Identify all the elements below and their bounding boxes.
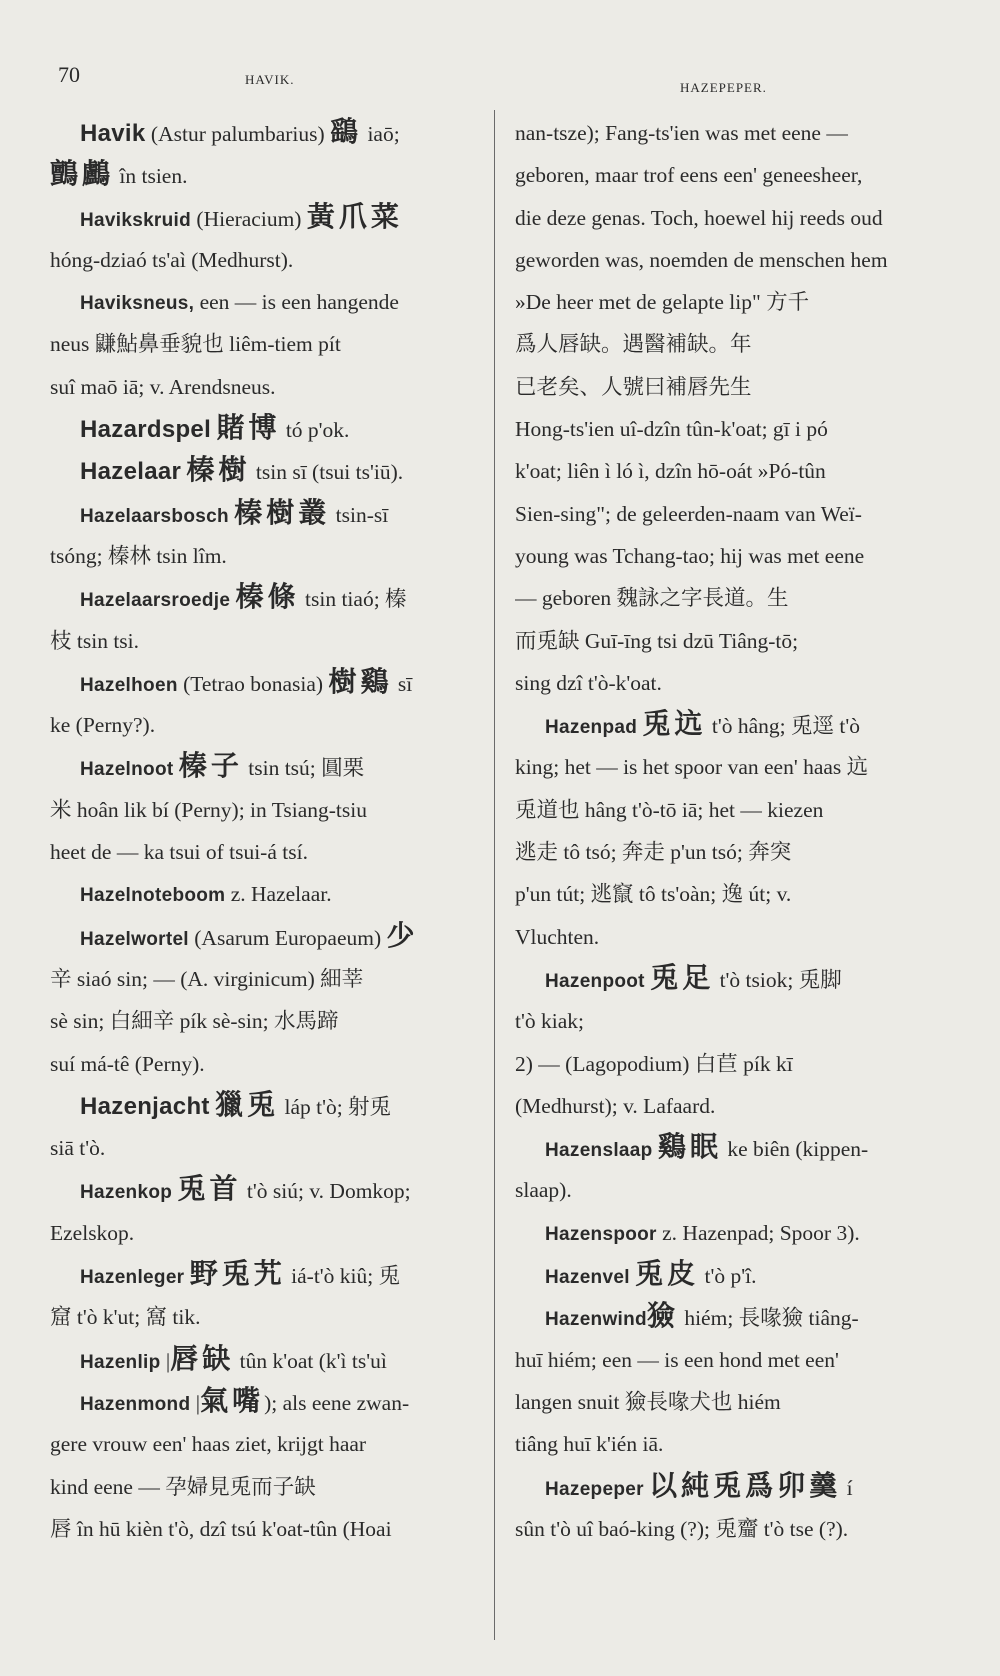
continuation-line (50, 1000, 495, 1042)
page-number: 70 (58, 62, 80, 87)
entry-text: tsóng; 榛林 tsin lîm. (50, 543, 227, 568)
dictionary-entry-line (50, 746, 495, 788)
headword: Hazenpad (545, 717, 638, 739)
entry-text: sè sin; 白細辛 pík sè-sin; 水馬蹄 (50, 1009, 339, 1034)
continuation-line (50, 1043, 495, 1085)
headword: Hazelaar (80, 458, 182, 486)
entry-text: láp t'ò; 射兎 (279, 1094, 392, 1119)
continuation-line (515, 662, 955, 704)
continuation-line (515, 831, 955, 873)
entry-text: | (190, 1390, 201, 1415)
chinese-characters: 以純兎爲卯羹 (649, 1470, 842, 1502)
entry-text: gere vrouw een' haas ziet, krijgt haar (50, 1432, 367, 1457)
headword: Hazelaarsbosch (80, 505, 229, 527)
headword: Hazenvel (545, 1267, 630, 1289)
continuation-line (515, 620, 955, 662)
dictionary-entry-line (515, 958, 955, 1000)
entry-text: heet de — ka tsui of tsui-á tsí. (50, 840, 308, 865)
chinese-characters: 榛樹叢 (234, 497, 331, 529)
right-column (515, 112, 955, 1550)
entry-text: t'ò p'î. (699, 1264, 757, 1289)
headword: Hazelhoen (80, 674, 178, 696)
entry-text: (Asarum Europaeum) (188, 925, 387, 950)
entry-text: 逃走 tô tsó; 奔走 p'un tsó; 奔突 (515, 840, 792, 865)
entry-text: iaō; (362, 122, 400, 146)
chinese-characters: 兎迒 (642, 709, 707, 741)
chinese-characters: 榛子 (178, 751, 243, 783)
chinese-characters: 氣嘴 (200, 1385, 265, 1417)
dictionary-entry-line (515, 1127, 955, 1169)
entry-text: tsin-sī (330, 502, 389, 527)
entry-text: neus 鼸鮎鼻垂貌也 liêm-tiem pít (50, 332, 341, 357)
entry-text: sing dzî t'ò-k'oat. (515, 670, 662, 695)
chinese-characters: 賭博 (216, 413, 281, 445)
continuation-line (50, 958, 495, 1000)
continuation-line (515, 789, 955, 831)
entry-text: tsin sī (tsui ts'iū). (250, 460, 404, 485)
continuation-line (515, 281, 955, 323)
entry-text: — geboren 魏詠之字長道。生 (515, 586, 789, 611)
chinese-characters: 唇缺 (170, 1343, 235, 1375)
entry-text: 已老矣、人號曰補唇先生 (515, 374, 752, 399)
entry-text: suî maō iā; v. Arendsneus. (50, 374, 276, 399)
dictionary-entry-line (50, 1339, 495, 1381)
entry-text: | (160, 1348, 171, 1373)
continuation-line (515, 1339, 955, 1381)
continuation-line (515, 408, 955, 450)
entry-text: k'oat; liên ì ló ì, dzîn hō-oát »Pó-tûn (515, 459, 826, 484)
entry-text: tsin tsú; 圓栗 (242, 756, 365, 781)
continuation-line (50, 789, 495, 831)
dictionary-entry-line (50, 1085, 495, 1127)
entry-text: hiém; 長喙獫 tiâng- (678, 1306, 859, 1331)
dictionary-entry-line (50, 1254, 495, 1296)
entry-text: sī (392, 671, 413, 696)
entry-text: Hong-ts'ien uî-dzîn tûn-k'oat; gī i pó (515, 417, 828, 442)
entry-text: í (841, 1475, 853, 1500)
entry-text: 枝 tsin tsi. (50, 628, 140, 653)
continuation-line (515, 493, 955, 535)
headword: Hazelaarsroedje (80, 590, 231, 612)
continuation-line (515, 1169, 955, 1211)
continuation-line (515, 366, 955, 408)
continuation-line (515, 873, 955, 915)
chinese-characters: 黃爪菜 (306, 201, 403, 233)
continuation-line (515, 1000, 955, 1042)
continuation-line (515, 1381, 955, 1423)
entry-text: huī hiém; een — is een hond met een' (515, 1347, 839, 1372)
headword: Hazenleger (80, 1267, 185, 1289)
entry-text: geboren, maar trof eens een' geneesheer, (515, 163, 863, 188)
entry-text: sûn t'ò uî baó-king (?); 兎齏 t'ò tse (?). (515, 1516, 849, 1541)
entry-text: iá-t'ò kiû; 兎 (285, 1264, 401, 1289)
page-header (0, 62, 1000, 102)
entry-text: tiâng huī k'ién iā. (515, 1432, 664, 1457)
entry-text: Vluchten. (515, 924, 600, 949)
entry-text: (Medhurst); v. Lafaard. (515, 1093, 716, 1118)
dictionary-entry-line (50, 873, 495, 915)
continuation-line (50, 1212, 495, 1254)
headword: Haviksneus, (80, 293, 195, 315)
dictionary-entry-line (50, 1381, 495, 1423)
entry-text: 窟 t'ò k'ut; 窩 tik. (50, 1305, 201, 1330)
chinese-characters: 獫 (646, 1301, 679, 1333)
chinese-characters: 兎首 (177, 1174, 242, 1206)
left-column (50, 112, 495, 1550)
entry-text: 兎道也 hâng t'ò-tō iā; het — kiezen (515, 797, 824, 822)
headword: Hazelwortel (80, 928, 189, 950)
continuation-line (50, 1508, 495, 1550)
continuation-line (50, 323, 495, 365)
entry-text: (Hieracium) (191, 206, 307, 231)
continuation-line (515, 746, 955, 788)
entry-text: langen snuit 獫長喙犬也 hiém (515, 1389, 781, 1414)
entry-text: hóng-dziaó ts'aì (Medhurst). (50, 247, 294, 272)
entry-text: 唇 în hū kièn t'ò, dzî tsú k'oat-tûn (Hoai (50, 1516, 392, 1541)
entry-text: ); als eene zwan- (264, 1390, 410, 1415)
headword: Hazenmond (80, 1393, 191, 1415)
chinese-characters: 鷂 (330, 117, 363, 148)
dictionary-entry-line (515, 1254, 955, 1296)
continuation-line (515, 1043, 955, 1085)
entry-text: tûn k'oat (k'ì ts'uì (234, 1348, 387, 1373)
dictionary-entry-line (50, 450, 495, 492)
dictionary-entry-line (515, 1466, 955, 1508)
continuation-line (50, 1466, 495, 1508)
chinese-characters: 榛條 (235, 582, 300, 614)
headword: Hazenwind (545, 1309, 647, 1331)
continuation-line (515, 112, 955, 154)
dictionary-entry-line (50, 281, 495, 323)
chinese-characters: 鸇鸕 (50, 159, 115, 191)
continuation-line (515, 1085, 955, 1127)
entry-text: p'un tút; 逃竄 tô ts'oàn; 逸 út; v. (515, 882, 792, 907)
entry-text: t'ò kiak; (515, 1009, 584, 1034)
dictionary-entry-line (50, 1169, 495, 1211)
entry-text: ke biên (kippen- (721, 1137, 869, 1162)
continuation-line (50, 620, 495, 662)
headword: Hazardspel (80, 416, 212, 444)
entry-text: t'ò hâng; 兎逕 t'ò (706, 714, 860, 739)
headword: Hazenlip (80, 1351, 161, 1373)
dictionary-entry-line (50, 408, 495, 450)
continuation-line (50, 704, 495, 746)
dictionary-entry-line (515, 1296, 955, 1338)
continuation-line (515, 535, 955, 577)
dictionary-entry-line (50, 916, 495, 958)
headword: Hazelnoot (80, 759, 174, 781)
continuation-line (515, 154, 955, 196)
continuation-line (515, 916, 955, 958)
entry-text: nan-tsze); Fang-ts'ien was met eene — (515, 121, 848, 145)
entry-text: »De heer met de gelapte lip" 方千 (515, 290, 810, 315)
running-head-left: HAVIK. (245, 72, 295, 87)
entry-text: tsin tiaó; 榛 (299, 587, 407, 612)
entry-text: Ezelskop. (50, 1220, 135, 1245)
entry-text: die deze genas. Toch, hoewel hij reeds oud (515, 205, 883, 230)
chinese-characters: 榛樹 (186, 455, 251, 487)
chinese-characters: 兎足 (650, 962, 715, 994)
dictionary-entry-line (50, 112, 495, 154)
entry-text: geworden was, noemden de menschen hem (515, 247, 888, 272)
entry-text: ke (Perny?). (50, 713, 156, 738)
entry-text: king; het — is het spoor van een' haas 迒 (515, 755, 869, 780)
headword: Havik (80, 120, 146, 147)
continuation-line (50, 1127, 495, 1169)
entry-text: een — is een hangende (194, 290, 399, 315)
running-head-right: HAZEPEPER. (680, 80, 767, 95)
chinese-characters: 兎皮 (635, 1259, 700, 1291)
headword: Hazenslaap (545, 1140, 653, 1162)
continuation-line (515, 1423, 955, 1465)
chinese-characters: 少 (386, 920, 419, 952)
chinese-characters: 鷄眠 (657, 1132, 722, 1164)
entry-text: (Astur palumbarius) (145, 122, 331, 146)
continuation-line (515, 197, 955, 239)
entry-text: kind eene — 孕婦見兎而子缺 (50, 1474, 316, 1499)
headword: Hazenkop (80, 1182, 173, 1204)
chinese-characters: 樹鷄 (328, 666, 393, 698)
dictionary-entry-line (515, 1212, 955, 1254)
chinese-characters: 獵兎 (215, 1089, 280, 1121)
entry-text: siā t'ò. (50, 1136, 106, 1161)
dictionary-entry-line (50, 197, 495, 239)
continuation-line (50, 535, 495, 577)
continuation-line (50, 831, 495, 873)
entry-text: 而兎缺 Guī-īng tsi dzū Tiâng-tō; (515, 628, 799, 653)
entry-text: z. Hazelaar. (225, 882, 332, 907)
dictionary-entry-line (515, 704, 955, 746)
headword: Hazenjacht (80, 1092, 210, 1120)
dictionary-entry-line (50, 493, 495, 535)
dictionary-entry-line (50, 662, 495, 704)
entry-text: z. Hazenpad; Spoor 3). (656, 1220, 860, 1245)
entry-text: tó p'ok. (280, 418, 350, 443)
headword: Hazepeper (545, 1478, 644, 1500)
headword: Hazenspoor (545, 1223, 657, 1245)
entry-text: 2) — (Lagopodium) 白苣 pík kī (515, 1051, 793, 1076)
entry-text: t'ò tsiok; 兎脚 (714, 967, 842, 992)
entry-text: 爲人唇缺。遇醫補缺。年 (515, 332, 752, 357)
continuation-line (515, 323, 955, 365)
entry-text: suí má-tê (Perny). (50, 1051, 205, 1076)
continuation-line (50, 239, 495, 281)
headword: Havikskruid (80, 209, 192, 231)
entry-text: t'ò siú; v. Domkop; (241, 1179, 411, 1204)
continuation-line (50, 366, 495, 408)
continuation-line (515, 577, 955, 619)
continuation-line (515, 1508, 955, 1550)
entry-text: slaap). (515, 1178, 572, 1203)
entry-text: în tsien. (114, 164, 188, 189)
continuation-line (50, 1296, 495, 1338)
continuation-line (50, 154, 495, 196)
dictionary-entry-line (50, 577, 495, 619)
entry-text: young was Tchang-tao; hij was met eene (515, 543, 865, 568)
continuation-line (515, 239, 955, 281)
headword: Hazelnoteboom (80, 885, 226, 907)
entry-text: Sien-sing"; de geleerden-naam van Weï- (515, 501, 862, 526)
entry-text: 米 hoân lik bí (Perny); in Tsiang-tsiu (50, 797, 367, 822)
chinese-characters: 野兎艽 (189, 1259, 286, 1291)
continuation-line (50, 1423, 495, 1465)
headword: Hazenpoot (545, 970, 645, 992)
entry-text: (Tetrao bonasia) (177, 671, 329, 696)
entry-text: 辛 siaó sin; — (A. virginicum) 細莘 (50, 966, 364, 991)
continuation-line (515, 450, 955, 492)
